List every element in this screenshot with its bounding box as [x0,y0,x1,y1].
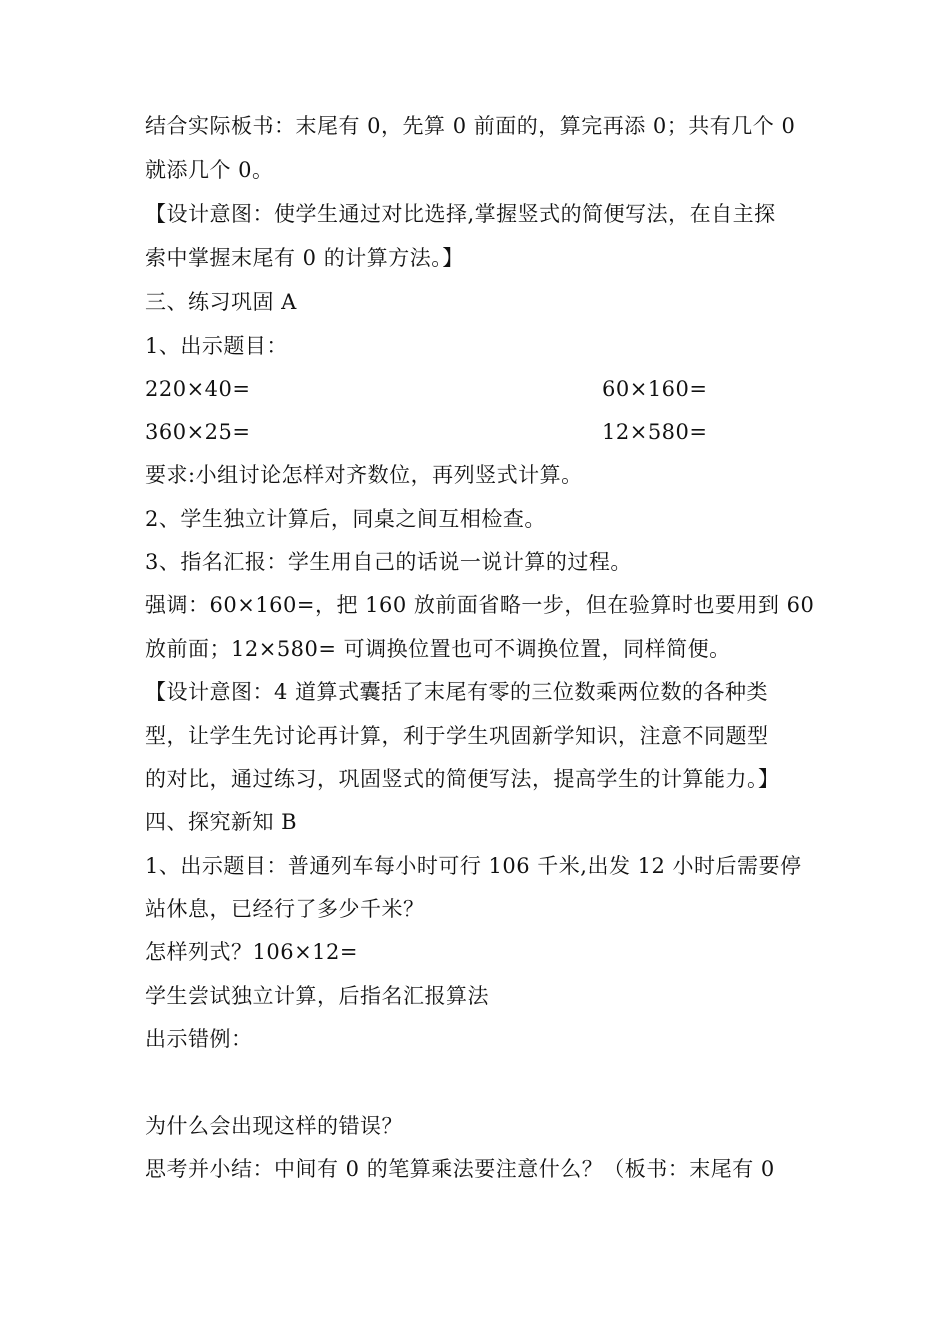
design-intent-line-2: 索中掌握末尾有 0 的计算方法。】 [145,246,464,270]
text-line-problem-1: 1、出示题目：普通列车每小时可行 106 千米,出发 12 小时后需要停 [145,854,802,878]
equation-12x580: 12×580= [602,420,708,444]
text-line-emphasis-2: 放前面；12×580= 可调换位置也可不调换位置，同样简便。 [145,637,731,661]
design-intent-line-1: 【设计意图：使学生通过对比选择,掌握竖式的简便写法，在自主探 [145,202,776,226]
text-line-emphasis-1: 强调：60×160=，把 160 放前面省略一步，但在验算时也要用到 60 [145,593,815,617]
equation-360x25: 360×25= [145,420,251,444]
design-intent-2-line-2: 型，让学生先讨论再计算，利于学生巩固新学知识，注意不同题型 [145,724,769,748]
text-line-student-try: 学生尝试独立计算，后指名汇报算法 [145,984,489,1008]
text-line-2: 就添几个 0。 [145,158,274,182]
design-intent-2-line-3: 的对比，通过练习，巩固竖式的简便写法，提高学生的计算能力。】 [145,767,780,791]
text-line-problem-2: 站休息，已经行了多少千米？ [145,897,425,921]
design-intent-2-line-1: 【设计意图：4 道算式囊括了末尾有零的三位数乘两位数的各种类 [145,680,769,704]
equation-60x160: 60×160= [602,377,708,401]
text-line-show-questions: 1、出示题目： [145,334,288,358]
text-line-step-2: 2、学生独立计算后，同桌之间互相检查。 [145,507,546,531]
equation-220x40: 220×40= [145,377,251,401]
text-line-step-3: 3、指名汇报：学生用自己的话说一说计算的过程。 [145,550,632,574]
text-line-requirement: 要求:小组讨论怎样对齐数位，再列竖式计算。 [145,463,583,487]
text-line-summary: 思考并小结：中间有 0 的笔算乘法要注意什么？（板书：末尾有 0 [145,1157,775,1181]
text-line-formula: 怎样列式？106×12= [145,940,358,964]
text-line-error-example: 出示错例： [145,1027,253,1051]
text-line-1: 结合实际板书：末尾有 0，先算 0 前面的，算完再添 0；共有几个 0 [145,114,796,138]
section-heading-practice: 三、练习巩固 A [145,290,297,314]
section-heading-explore: 四、探究新知 B [145,810,298,834]
text-line-why-error: 为什么会出现这样的错误？ [145,1114,403,1138]
